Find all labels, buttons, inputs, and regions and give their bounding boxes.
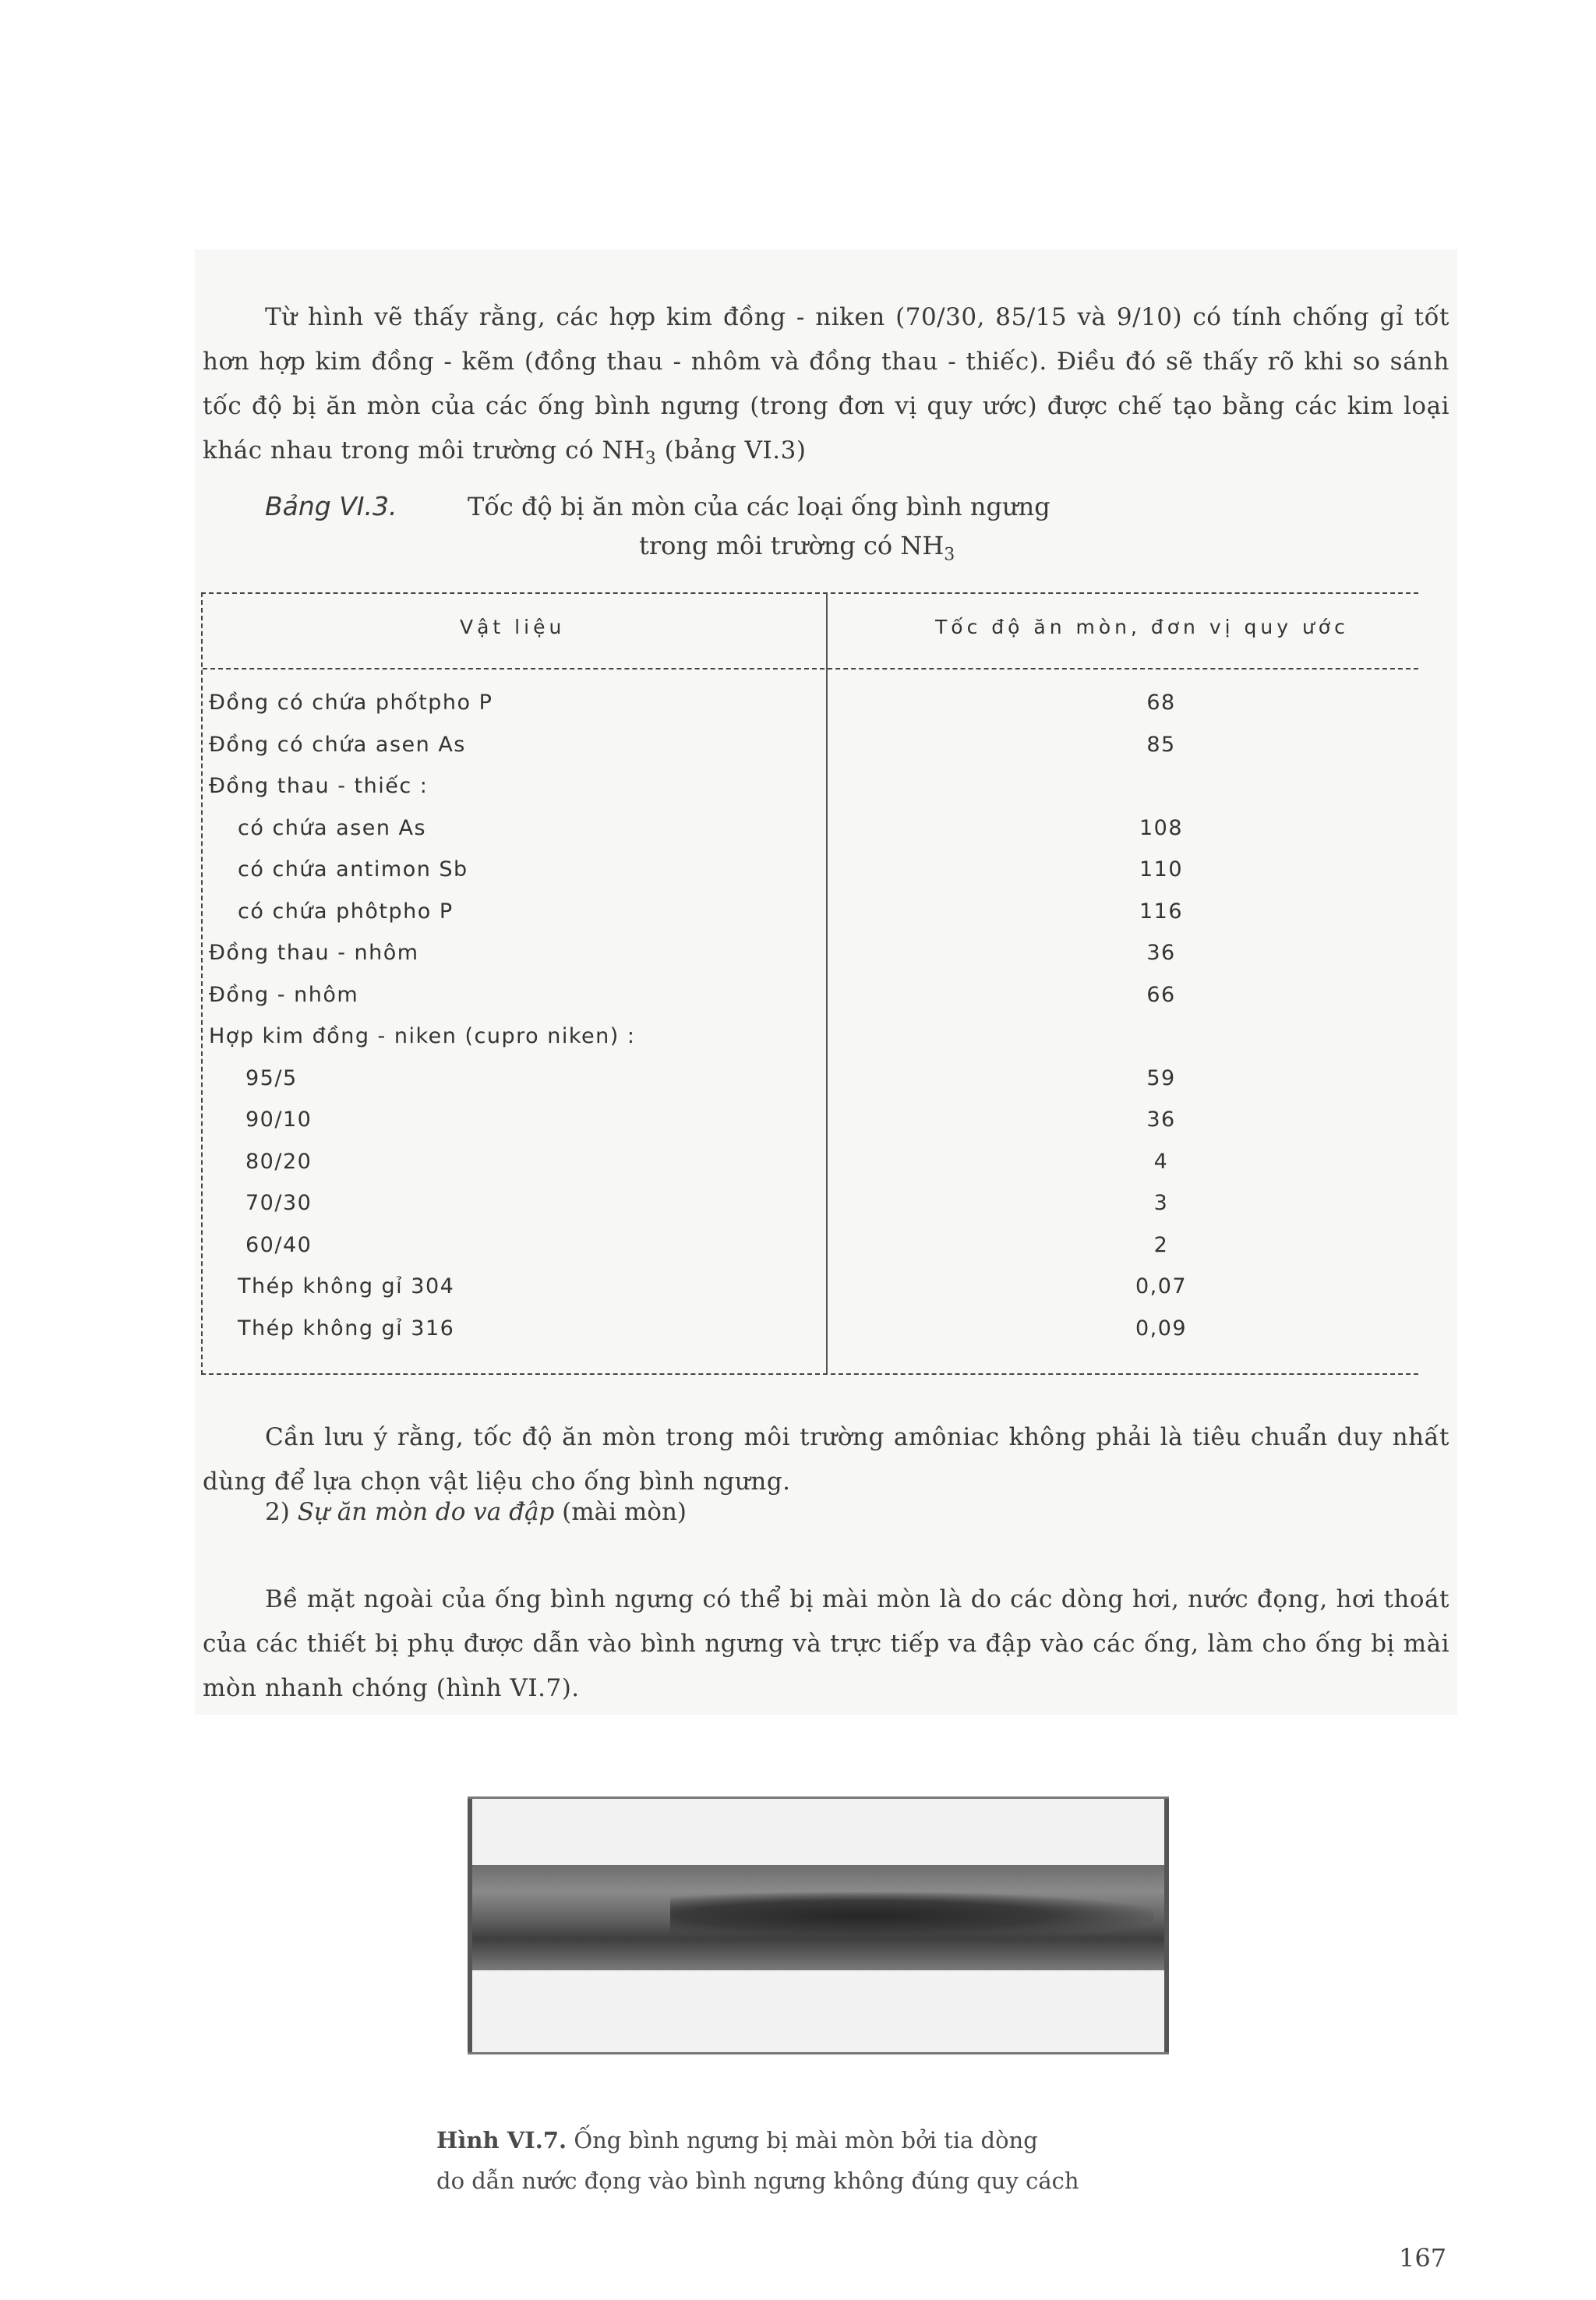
rate-cell: 110 bbox=[1139, 857, 1184, 881]
figure-caption-line1: Ống bình ngưng bị mài mòn bởi tia dòng bbox=[574, 2127, 1038, 2153]
page-number: 167 bbox=[1399, 2243, 1447, 2273]
photo-frame-right bbox=[1164, 1799, 1169, 2052]
material-cell: Đồng thau - thiếc : bbox=[209, 774, 429, 798]
intro-paragraph: Từ hình vẽ thấy rằng, các hợp kim đồng - niken (70/30, 85/15 và 9/10) có tính chống gỉ tốt hơn hợp kim đồng - kẽm (đồng thau - nhôm và đồng thau - thiếc). Điều đó sẽ thấy rõ khi so sánh tốc độ bị ăn mòn của các ống bình ngưng (trong đơn vị quy ước) được chế tạo bằng các kim loại khác nhau trong môi trường có $NH_3$ (bảng VI.3) bbox=[203, 303, 1449, 469]
rate-cell: 85 bbox=[1146, 732, 1176, 757]
wear-paragraph: Bề mặt ngoài của ống bình ngưng có thể bị mài mòn là do các dòng hơi, nước đọng, hơi thoát của các thiết bị phụ được dẫn vào bình ngưng và trực tiếp va đập vào các ống, làm cho ống bị mài mòn nhanh chóng (hình VI.7). bbox=[203, 1585, 1449, 1702]
material-cell: có chứa phôtpho P bbox=[238, 899, 454, 924]
table-row bbox=[203, 938, 1418, 980]
section-note: (mài mòn) bbox=[562, 1498, 687, 1526]
material-cell: 60/40 bbox=[245, 1232, 312, 1257]
material-cell: 70/30 bbox=[245, 1191, 312, 1215]
material-cell: Đồng - nhôm bbox=[209, 982, 359, 1007]
rate-cell: 36 bbox=[1146, 941, 1176, 965]
rate-cell: 66 bbox=[1146, 982, 1176, 1007]
rate-cell: 36 bbox=[1146, 1108, 1176, 1132]
worn-area bbox=[670, 1892, 1153, 1939]
table-row bbox=[203, 1230, 1418, 1272]
corrosion-rate-table bbox=[201, 592, 1418, 1375]
material-cell: 90/10 bbox=[245, 1108, 312, 1132]
table-row bbox=[203, 1313, 1418, 1355]
figure-caption-line2: do dẫn nước đọng vào bình ngưng không đúng quy cách bbox=[436, 2168, 1079, 2194]
rate-cell: 68 bbox=[1146, 691, 1176, 715]
material-cell: có chứa antimon Sb bbox=[238, 857, 468, 881]
rate-cell: 3 bbox=[1153, 1191, 1169, 1215]
table-row bbox=[203, 771, 1418, 813]
table-row bbox=[203, 1104, 1418, 1146]
rate-cell: 116 bbox=[1139, 899, 1184, 924]
table-row bbox=[203, 854, 1418, 896]
material-cell: Thép không gỉ 316 bbox=[238, 1316, 455, 1341]
section-number: 2) bbox=[265, 1498, 290, 1526]
rate-cell: 0,07 bbox=[1135, 1274, 1188, 1298]
header-corrosion-rate: Tốc độ ăn mòn, đơn vị quy ước bbox=[935, 616, 1349, 638]
section-heading bbox=[265, 1498, 687, 1526]
material-cell: Đồng thau - nhôm bbox=[209, 941, 419, 965]
rate-cell: 2 bbox=[1153, 1232, 1169, 1257]
table-caption bbox=[265, 487, 1200, 574]
material-cell: Thép không gỉ 304 bbox=[238, 1274, 455, 1298]
table-body bbox=[203, 687, 1418, 1355]
table-title-line1: Tốc độ bị ăn mòn của các loại ống bình ngưng bbox=[468, 492, 1050, 521]
section-title: Sự ăn mòn do va đập bbox=[297, 1498, 555, 1526]
material-cell: Đồng có chứa asen As bbox=[209, 732, 466, 757]
rate-cell: 4 bbox=[1153, 1149, 1169, 1174]
table-row bbox=[203, 1021, 1418, 1063]
table-row bbox=[203, 730, 1418, 772]
material-cell: Đồng có chứa phốtpho P bbox=[209, 691, 493, 715]
note-paragraph: Cần lưu ý rằng, tốc độ ăn mòn trong môi trường amôniac không phải là tiêu chuẩn duy nhất dùng để lựa chọn vật liệu cho ống bình ngưng. bbox=[203, 1423, 1449, 1496]
figure-label: Hình VI.7. bbox=[436, 2127, 567, 2153]
material-cell: 80/20 bbox=[245, 1149, 312, 1174]
table-title-line2: trong môi trường có $NH_3$ bbox=[639, 531, 955, 565]
table-row bbox=[203, 1271, 1418, 1313]
figure-caption bbox=[436, 2120, 1216, 2201]
table-row bbox=[203, 896, 1418, 938]
table-row bbox=[203, 1188, 1418, 1230]
rate-cell: 108 bbox=[1139, 815, 1184, 840]
rate-cell: 59 bbox=[1146, 1065, 1176, 1090]
table-row bbox=[203, 980, 1418, 1022]
material-cell: 95/5 bbox=[245, 1065, 298, 1090]
table-row bbox=[203, 1063, 1418, 1105]
table-row bbox=[203, 813, 1418, 855]
table-row bbox=[203, 1146, 1418, 1189]
table-row bbox=[203, 687, 1418, 730]
table-header-divider bbox=[203, 668, 1418, 670]
table-label: Bảng VI.3. bbox=[265, 491, 397, 521]
material-cell: có chứa asen As bbox=[238, 815, 427, 840]
material-cell: Hợp kim đồng - niken (cupro niken) : bbox=[209, 1024, 636, 1048]
figure-worn-tube-photo bbox=[468, 1797, 1169, 2054]
header-material: Vật liệu bbox=[460, 616, 566, 638]
rate-cell: 0,09 bbox=[1135, 1316, 1188, 1341]
